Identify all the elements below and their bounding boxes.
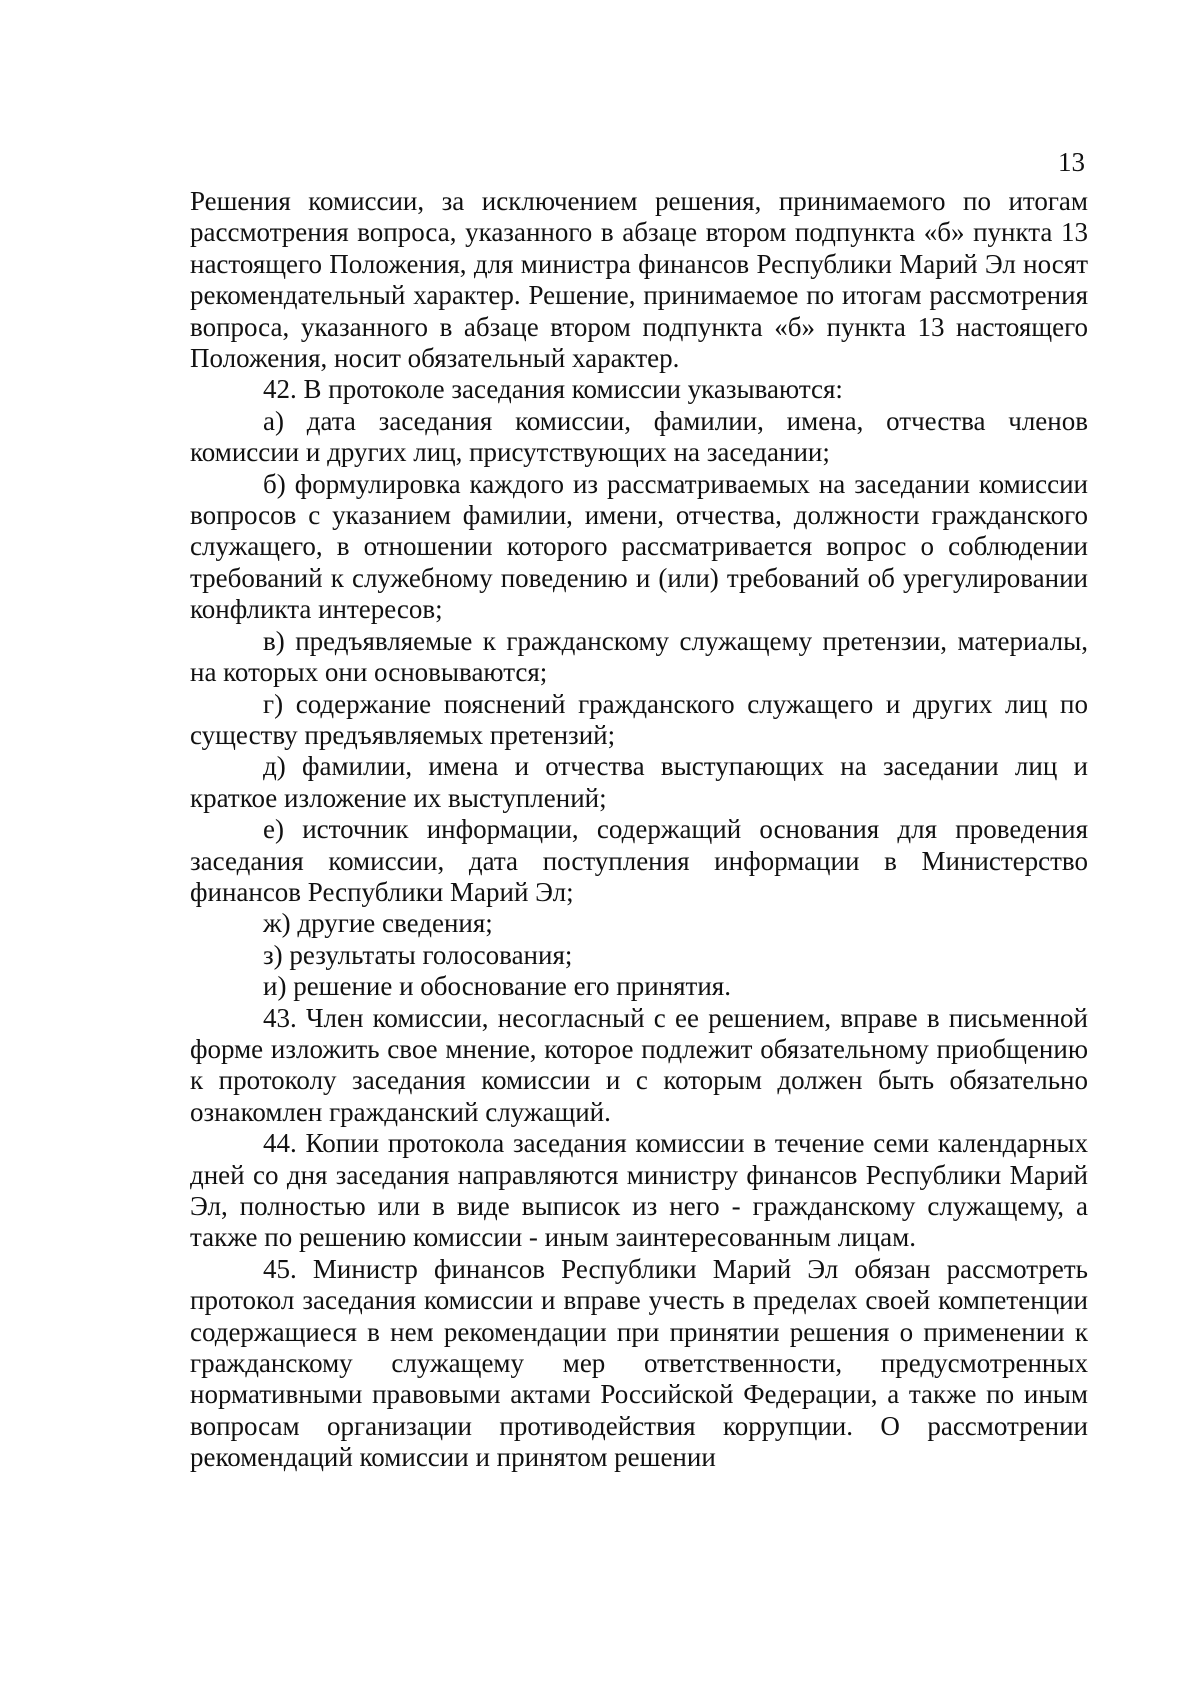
paragraph-42-a: а) дата заседания комиссии, фамилии, имена, отчества членов комиссии и других лиц, присутствующих на заседании; (190, 405, 1088, 468)
paragraph-45: 45. Министр финансов Республики Марий Эл обязан рассмотреть протокол заседания комиссии и вправе учесть в пределах своей компетенции содержащиеся в нем рекомендации при принятии решения о применении к гражданскому служащему мер ответственности, предусмотренных нормативными правовыми актами Российской Федерации, а также по иным вопросам организации противодействия коррупции. О рассмотрении рекомендаций комиссии и принятом решении (190, 1253, 1088, 1473)
page-number: 13 (1058, 147, 1085, 177)
paragraph-42-d: д) фамилии, имена и отчества выступающих на заседании лиц и краткое изложение их выступлений; (190, 751, 1088, 813)
paragraph-42-v: в) предъявляемые к гражданскому служащему претензии, материалы, на которых они основываются; (190, 625, 1088, 688)
paragraph-42-zh: ж) другие сведения; (263, 908, 493, 939)
paragraph-42-g: г) содержание пояснений гражданского служащего и других лиц по существу предъявляемых претензий; (190, 688, 1088, 750)
paragraph-43: 43. Член комиссии, несогласный с ее решением, вправе в письменной форме изложить свое мнение, которое подлежит обязательному приобщению к протоколу заседания комиссии и с которым должен быть обязательно ознакомлен гражданский служащий. (190, 1002, 1088, 1127)
document-body (190, 186, 1088, 1474)
paragraph-42-e: е) источник информации, содержащий основания для проведения заседания комиссии, дата поступления информации в Министерство финансов Республики Марий Эл; (190, 814, 1088, 907)
paragraph-42-i: и) решение и обоснование его принятия. (263, 971, 731, 1002)
paragraph-decisions: Решения комиссии, за исключением решения, принимаемого по итогам рассмотрения вопроса, указанного в абзаце втором подпункта «б» пункта 13 настоящего Положения, для министра финансов Республики Марий Эл носят рекомендательный характер. Решение, принимаемое по итогам рассмотрения вопроса, указанного в абзаце втором подпункта «б» пункта 13 настоящего Положения, носит обязательный характер. (190, 186, 1088, 374)
paragraph-44: 44. Копии протокола заседания комиссии в течение семи календарных дней со дня заседания направляются министру финансов Республики Марий Эл, полностью или в виде выписок из него - гражданскому служащему, а также по решению комиссии - иным заинтересованным лицам. (190, 1128, 1088, 1253)
paragraph-42-b: б) формулировка каждого из рассматриваемых на заседании комиссии вопросов с указанием фамилии, имени, отчества, должности гражданского служащего, в отношении которого рассматривается вопрос о соблюдении требований к служебному поведению и (или) требований об урегулировании конфликта интересов; (190, 468, 1088, 625)
paragraph-42: 42. В протоколе заседания комиссии указываются: (263, 374, 843, 405)
paragraph-42-z: з) результаты голосования; (263, 939, 573, 970)
